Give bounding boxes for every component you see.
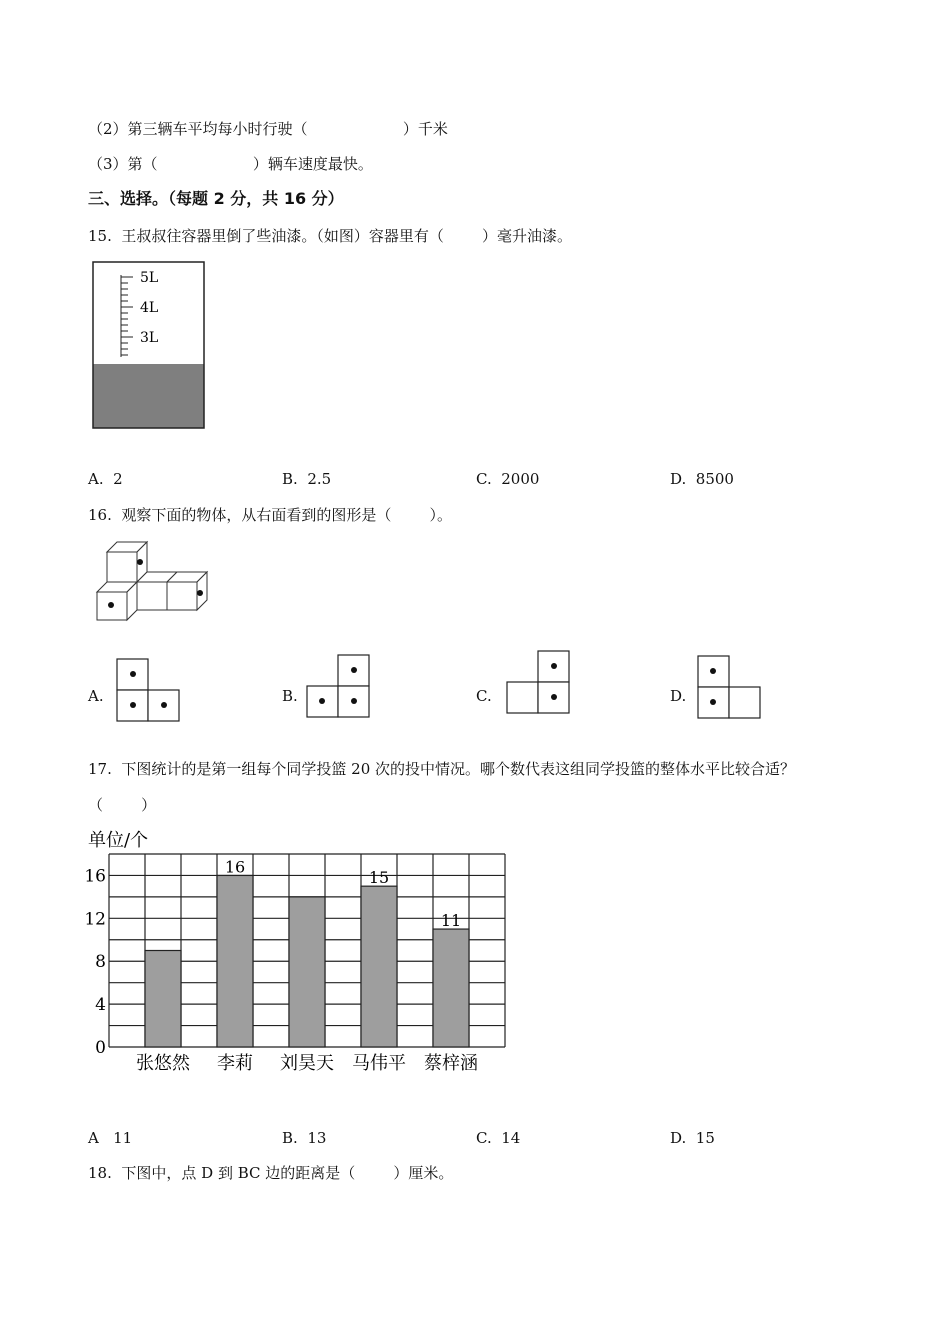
chart-unit-label: 单位/个 (88, 830, 149, 851)
bar-2 (217, 875, 253, 1047)
category-label: 李莉 (217, 1053, 253, 1074)
q17-option-a[interactable]: A 11 (88, 1129, 133, 1147)
question-15: 15. 王叔叔往容器里倒了些油漆。（如图）容器里有（ ）毫升油漆。 (88, 227, 573, 245)
bar-3 (289, 897, 325, 1047)
scale-label-3l: 3L (140, 330, 159, 346)
question-17: 17. 下图统计的是第一组每个同学投篮 20 次的投中情况。哪个数代表这组同学投篮的整体水平比较合适？ (88, 760, 796, 778)
y-tick-label: 4 (95, 995, 106, 1016)
category-label: 张悠然 (136, 1053, 190, 1074)
y-tick-label: 12 (84, 909, 106, 930)
bar-data-label: 16 (224, 857, 246, 877)
q17-option-c[interactable]: C. 14 (476, 1129, 521, 1147)
q16-option-a-label[interactable]: A. (88, 687, 104, 705)
q15-option-b[interactable]: B. 2.5 (282, 470, 332, 488)
bar-5 (433, 929, 469, 1047)
q16-option-b-label[interactable]: B. (282, 687, 298, 705)
bar-1 (145, 951, 181, 1048)
q15-option-d[interactable]: D. 8500 (670, 470, 734, 488)
category-label: 刘昊天 (280, 1053, 334, 1074)
question-18: 18. 下图中，点 D 到 BC 边的距离是（ ）厘米。 (88, 1164, 454, 1182)
q17-option-b[interactable]: B. 13 (282, 1129, 327, 1147)
y-tick-label: 8 (95, 952, 106, 973)
scale-label-5l: 5L (140, 270, 159, 286)
question-16: 16. 观察下面的物体，从右面看到的图形是（ ）。 (88, 506, 453, 524)
q16-option-d-label[interactable]: D. (670, 687, 687, 705)
bar-data-label: 11 (440, 911, 462, 931)
y-tick-label: 0 (95, 1038, 106, 1058)
category-label: 蔡梓涵 (424, 1053, 478, 1074)
q15-option-a[interactable]: A. 2 (88, 470, 123, 488)
question-17-blank: （ ） (88, 796, 157, 814)
q15-option-c[interactable]: C. 2000 (476, 470, 540, 488)
bar-4 (361, 886, 397, 1047)
bar-data-label: 15 (368, 868, 390, 888)
section-3-heading: 三、选择。（每题 2 分，共 16 分） (88, 189, 344, 208)
q14-part2: （2）第三辆车平均每小时行驶（ ）千米 (88, 120, 448, 138)
q14-part3: （3）第（ ）辆车速度最快。 (88, 155, 373, 173)
category-label: 马伟平 (352, 1053, 406, 1074)
q17-option-d[interactable]: D. 15 (670, 1129, 715, 1147)
scale-label-4l: 4L (140, 300, 159, 316)
y-tick-label: 16 (84, 866, 106, 887)
q16-option-c-label[interactable]: C. (476, 687, 492, 705)
